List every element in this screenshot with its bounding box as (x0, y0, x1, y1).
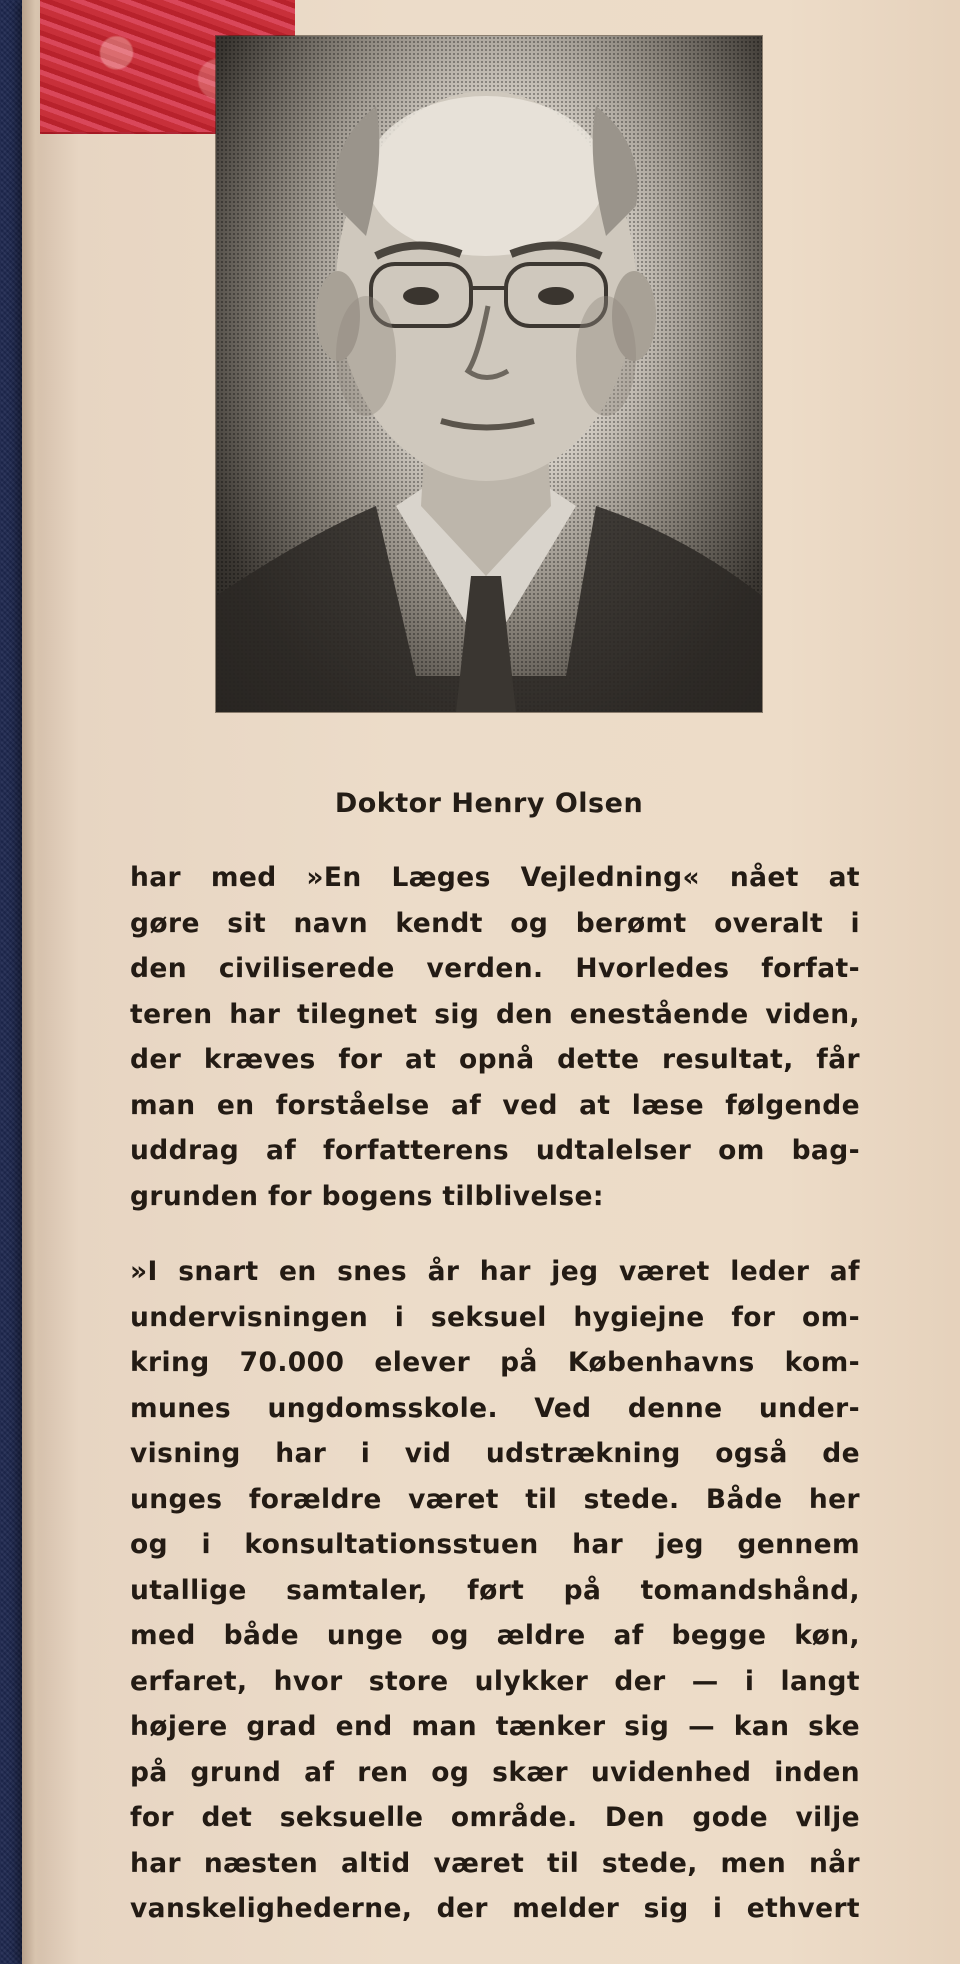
text-line: der kræves for at opnå dette resultat, får (130, 1044, 860, 1075)
text-line: på grund af ren og skær uvidenhed inden (130, 1756, 860, 1788)
text-line: teren har tilegnet sig den enestående viden, (130, 998, 860, 1030)
text-line: visning har i vid udstrækning også de (130, 1438, 860, 1469)
text-line: med både unge og ældre af begge køn, (130, 1620, 860, 1651)
author-portrait-photo (216, 36, 762, 712)
text-line: man en forståelse af ved at læse følgende (130, 1089, 860, 1121)
text-line: har med »En Læges Vejledning« nået at (130, 862, 860, 893)
intro-paragraph (130, 855, 860, 1219)
page-edge-shadow (22, 0, 44, 1964)
text-line: den civiliserede verden. Hvorledes forfat- (130, 953, 860, 984)
text-line: unges forældre været til stede. Både her (130, 1483, 860, 1515)
body-text (130, 855, 860, 1932)
text-line: grunden for bogens tilblivelse: (130, 1180, 604, 1212)
text-line: munes ungdomsskole. Ved denne under- (130, 1392, 860, 1424)
portrait-caption: Doktor Henry Olsen (334, 788, 644, 819)
text-line: og i konsultationsstuen har jeg gennem (130, 1529, 860, 1560)
text-line: for det seksuelle område. Den gode vilje (130, 1802, 860, 1833)
text-line: erfaret, hvor store ulykker der — i langt (130, 1665, 860, 1697)
text-line: undervisningen i seksuel hygiejne for om- (130, 1301, 860, 1333)
text-line: utallige samtaler, ført på tomandshånd, (130, 1574, 860, 1606)
text-line: vanskelighederne, der melder sig i ethvert (130, 1893, 860, 1924)
text-line: gøre sit navn kendt og berømt overalt i (130, 907, 860, 939)
portrait-illustration (216, 36, 762, 712)
text-line: uddrag af forfatterens udtalelser om bag- (130, 1135, 860, 1166)
text-line: »I snart en snes år har jeg været leder af (130, 1256, 860, 1287)
quote-paragraph (130, 1249, 860, 1932)
text-line: kring 70.000 elever på Københavns kom- (130, 1347, 860, 1378)
text-line: har næsten altid været til stede, men når (130, 1847, 860, 1879)
text-line: højere grad end man tænker sig — kan ske (130, 1711, 860, 1742)
